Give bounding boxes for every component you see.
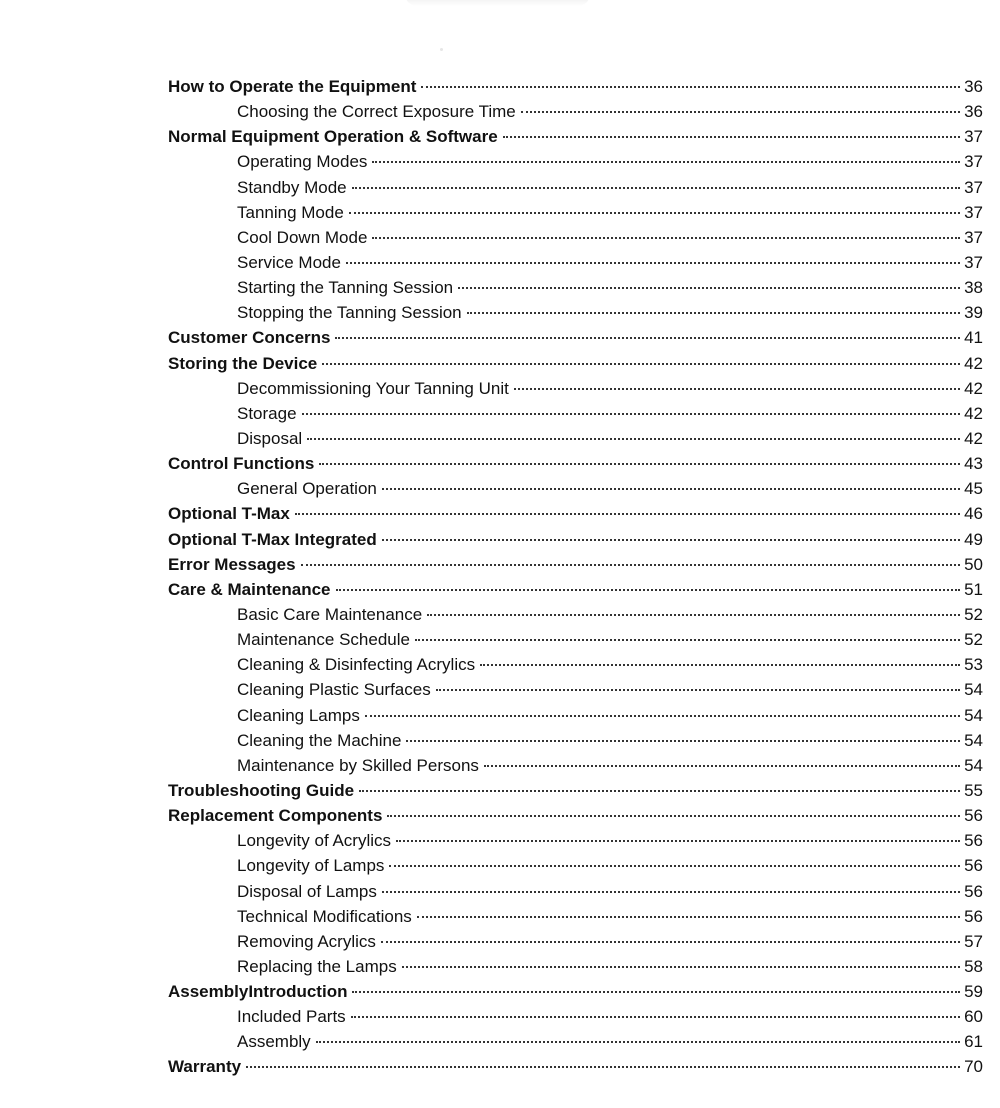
toc-section-entry[interactable]: [168, 501, 983, 526]
toc-entry-title: Error Messages: [168, 554, 296, 574]
toc-entry-page-number: 56: [964, 806, 983, 826]
dot-leader: [467, 312, 960, 314]
dot-leader: [352, 187, 960, 189]
toc-section-entry[interactable]: [168, 527, 983, 552]
toc-entry-page-number: 37: [964, 202, 983, 222]
toc-entry-page-number: 36: [964, 77, 983, 96]
toc-entry-page-number: 46: [964, 504, 983, 524]
toc-entry-page-number: 54: [964, 680, 983, 700]
dot-leader: [382, 539, 960, 541]
toc-entry-title: Technical Modifications: [237, 906, 412, 926]
toc-section-entry[interactable]: [168, 451, 983, 476]
toc-section-entry[interactable]: [168, 552, 983, 577]
dot-leader: [382, 488, 960, 490]
toc-entry-page-number: 37: [964, 227, 983, 247]
toc-subsection-entry[interactable]: [168, 929, 983, 954]
toc-entry-page-number: 61: [964, 1032, 983, 1052]
toc-entry-page-number: 37: [964, 152, 983, 172]
toc-section-entry[interactable]: [168, 979, 983, 1004]
dot-leader: [322, 363, 960, 365]
toc-entry-page-number: 41: [964, 328, 983, 348]
toc-entry-title: Customer Concerns: [168, 328, 331, 348]
toc-entry-title: Replacing the Lamps: [237, 956, 397, 976]
toc-entry-page-number: 60: [964, 1007, 983, 1027]
toc-subsection-entry[interactable]: [168, 1029, 983, 1054]
dot-leader: [415, 639, 960, 641]
toc-subsection-entry[interactable]: [168, 476, 983, 501]
dot-leader: [406, 740, 960, 742]
dot-leader: [316, 1041, 960, 1043]
toc-subsection-entry[interactable]: [168, 200, 983, 225]
toc-entry-page-number: 54: [964, 705, 983, 725]
dot-leader: [336, 589, 961, 591]
dot-leader: [365, 715, 960, 717]
toc-entry-title: AssemblyIntroduction: [168, 982, 348, 1002]
dot-leader: [372, 161, 960, 163]
dot-leader: [382, 891, 960, 893]
toc-entry-title: Assembly: [237, 1032, 311, 1052]
toc-entry-page-number: 42: [964, 353, 983, 373]
toc-subsection-entry[interactable]: [168, 401, 983, 426]
toc-section-entry[interactable]: [168, 577, 983, 602]
dot-leader: [503, 136, 960, 138]
toc-subsection-entry[interactable]: [168, 175, 983, 200]
toc-subsection-entry[interactable]: [168, 652, 983, 677]
dot-leader: [349, 212, 960, 214]
toc-section-entry[interactable]: [168, 325, 983, 350]
dot-leader: [421, 86, 960, 88]
toc-entry-title: Cleaning & Disinfecting Acrylics: [237, 655, 476, 675]
toc-entry-page-number: 56: [964, 856, 983, 876]
toc-subsection-entry[interactable]: [168, 426, 983, 451]
toc-entry-page-number: 36: [964, 102, 983, 122]
toc-subsection-entry[interactable]: [168, 376, 983, 401]
toc-entry-page-number: 58: [964, 956, 983, 976]
toc-entry-title: Tanning Mode: [237, 202, 344, 222]
toc-entry-page-number: 37: [964, 252, 983, 272]
dot-leader: [246, 1066, 960, 1068]
toc-entry-title: Service Mode: [237, 252, 341, 272]
toc-subsection-entry[interactable]: [168, 954, 983, 979]
toc-entry-title: Longevity of Lamps: [237, 856, 385, 876]
toc-entry-title: Cleaning Lamps: [237, 705, 360, 725]
toc-section-entry[interactable]: [168, 778, 983, 803]
toc-entry-page-number: 43: [964, 454, 983, 474]
toc-subsection-entry[interactable]: [168, 275, 983, 300]
toc-entry-title: Normal Equipment Operation & Software: [168, 127, 498, 147]
toc-entry-page-number: 52: [964, 604, 983, 624]
dot-leader: [417, 916, 960, 918]
toc-entry-title: Warranty: [168, 1057, 242, 1077]
toc-entry-page-number: 70: [964, 1057, 983, 1077]
dot-leader: [484, 765, 960, 767]
toc-entry-title: Included Parts: [237, 1007, 346, 1027]
toc-entry-title: Starting the Tanning Session: [237, 278, 454, 298]
dot-leader: [295, 513, 960, 515]
toc-subsection-entry[interactable]: [168, 728, 983, 753]
dot-leader: [302, 413, 961, 415]
toc-entry-title: Control Functions: [168, 454, 315, 474]
toc-entry-page-number: 42: [964, 428, 983, 448]
dot-leader: [335, 337, 960, 339]
dot-leader: [458, 287, 960, 289]
dot-leader: [387, 815, 960, 817]
toc-entry-title: Replacement Components: [168, 806, 383, 826]
dot-leader: [381, 941, 960, 943]
toc-entry-page-number: 56: [964, 831, 983, 851]
toc-entry-title: Optional T-Max Integrated: [168, 529, 377, 549]
toc-entry-page-number: 37: [964, 177, 983, 197]
toc-subsection-entry[interactable]: [168, 627, 983, 652]
toc-entry-title: Decommissioning Your Tanning Unit: [237, 378, 509, 398]
toc-entry-page-number: 51: [964, 579, 983, 599]
dot-leader: [307, 438, 960, 440]
toc-entry-page-number: 39: [964, 303, 983, 323]
toc-section-entry[interactable]: [168, 803, 983, 828]
toc-entry-title: Choosing the Correct Exposure Time: [237, 102, 516, 122]
toc-subsection-entry[interactable]: [168, 904, 983, 929]
toc-entry-title: Removing Acrylics: [237, 931, 376, 951]
dot-leader: [521, 111, 960, 113]
toc-entry-title: Care & Maintenance: [168, 579, 331, 599]
toc-entry-title: Cool Down Mode: [237, 227, 368, 247]
toc-subsection-entry[interactable]: [168, 753, 983, 778]
dot-leader: [351, 1016, 960, 1018]
toc-entry-title: Troubleshooting Guide: [168, 780, 355, 800]
dot-leader: [427, 614, 960, 616]
dot-leader: [480, 664, 960, 666]
toc-subsection-entry[interactable]: [168, 677, 983, 702]
toc-entry-title: Disposal of Lamps: [237, 881, 377, 901]
dot-leader: [389, 865, 960, 867]
toc-entry-title: Operating Modes: [237, 152, 368, 172]
toc-subsection-entry[interactable]: [168, 1004, 983, 1029]
toc-subsection-entry[interactable]: [168, 149, 983, 174]
toc-entry-title: Standby Mode: [237, 177, 347, 197]
toc-entry-page-number: 56: [964, 906, 983, 926]
dot-leader: [396, 840, 960, 842]
toc-entry-title: Cleaning Plastic Surfaces: [237, 680, 431, 700]
toc-entry-title: Maintenance Schedule: [237, 630, 410, 650]
toc-entry-page-number: 53: [964, 655, 983, 675]
toc-entry-page-number: 56: [964, 881, 983, 901]
toc-entry-title: Basic Care Maintenance: [237, 604, 423, 624]
toc-section-entry[interactable]: [168, 124, 983, 149]
table-of-contents: [168, 74, 983, 1080]
dot-leader: [352, 991, 960, 993]
toc-subsection-entry[interactable]: [168, 250, 983, 275]
toc-entry-page-number: 42: [964, 403, 983, 423]
toc-entry-page-number: 55: [964, 780, 983, 800]
toc-entry-title: Longevity of Acrylics: [237, 831, 392, 851]
toc-entry-page-number: 37: [964, 127, 983, 147]
toc-section-entry[interactable]: [168, 351, 983, 376]
page-top-fragment: [405, 0, 590, 6]
toc-subsection-entry[interactable]: [168, 828, 983, 853]
dot-leader: [319, 463, 960, 465]
toc-entry-page-number: 38: [964, 278, 983, 298]
toc-entry-page-number: 50: [964, 554, 983, 574]
dot-leader: [359, 790, 960, 792]
toc-entry-title: Stopping the Tanning Session: [237, 303, 462, 323]
toc-entry-page-number: 45: [964, 479, 983, 499]
toc-entry-title: Cleaning the Machine: [237, 730, 402, 750]
toc-entry-page-number: 54: [964, 755, 983, 775]
toc-entry-title: How to Operate the Equipment: [168, 77, 417, 96]
page-speck: [440, 48, 443, 51]
toc-subsection-entry[interactable]: [168, 300, 983, 325]
toc-entry-page-number: 57: [964, 931, 983, 951]
toc-subsection-entry[interactable]: [168, 225, 983, 250]
toc-entry-title: Disposal: [237, 428, 303, 448]
toc-subsection-entry[interactable]: [168, 99, 983, 124]
toc-entry-title: General Operation: [237, 479, 377, 499]
toc-entry-title: Maintenance by Skilled Persons: [237, 755, 479, 775]
dot-leader: [514, 388, 960, 390]
dot-leader: [346, 262, 960, 264]
toc-entry-title: Optional T-Max: [168, 504, 290, 524]
toc-entry-page-number: 42: [964, 378, 983, 398]
toc-section-entry[interactable]: [168, 1054, 983, 1079]
toc-entry-title: Storing the Device: [168, 353, 318, 373]
toc-subsection-entry[interactable]: [168, 853, 983, 878]
toc-subsection-entry[interactable]: [168, 703, 983, 728]
dot-leader: [402, 966, 960, 968]
toc-entry-title: Storage: [237, 403, 297, 423]
dot-leader: [372, 237, 960, 239]
toc-entry-page-number: 52: [964, 630, 983, 650]
dot-leader: [301, 564, 961, 566]
toc-entry-page-number: 59: [964, 982, 983, 1002]
toc-entry-page-number: 54: [964, 730, 983, 750]
toc-entry-page-number: 49: [964, 529, 983, 549]
dot-leader: [436, 689, 960, 691]
toc-subsection-entry[interactable]: [168, 602, 983, 627]
toc-subsection-entry[interactable]: [168, 879, 983, 904]
toc-section-entry[interactable]: [168, 74, 983, 99]
